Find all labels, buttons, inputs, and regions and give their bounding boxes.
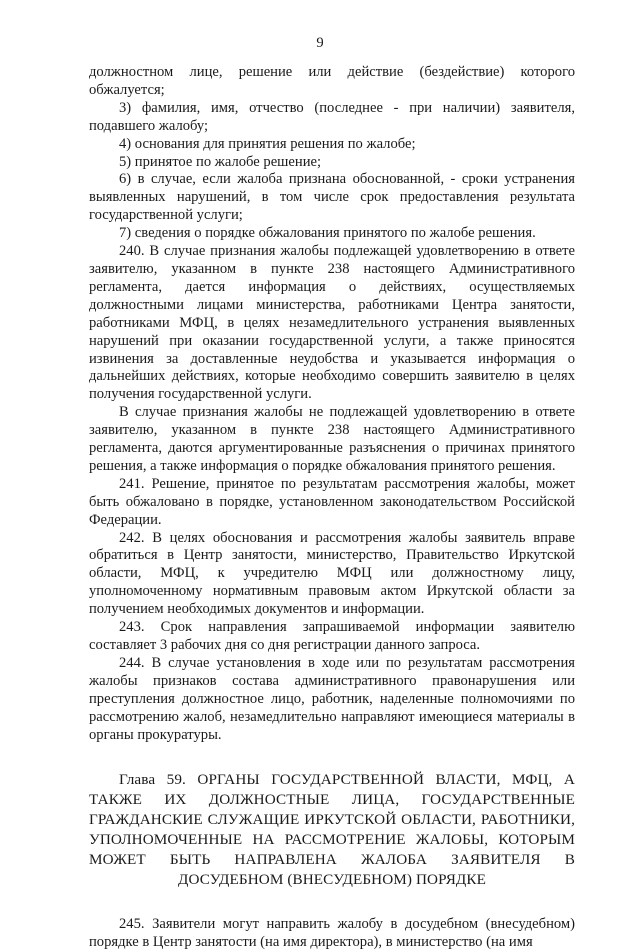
paragraph-continuation: должностном лице, решение или действие (бездействие) которого обжалуется; (89, 64, 575, 98)
clause-245: 245. Заявители могут направить жалобу в досудебном (внесудебном) порядке в Центр занятости (на имя директора), в министерство (на имя (89, 916, 575, 951)
clause-242: 242. В целях обоснования и рассмотрения жалобы заявитель вправе обратиться в Центр занятости, министерство, Правительство Иркутской области, МФЦ, к учредителю МФЦ или должностному лицу, уполномоченному нормативным правовым актом Иркутской области за получением необходимых документов и информации. (89, 529, 575, 618)
clause-244: 244. В случае установления в ходе или по результатам рассмотрения жалобы признаков состава административного правонарушения или преступления должностное лицо, работник, наделенные полномочиями по рассмотрению жалоб, незамедлительно направляют имеющиеся материалы в органы прокуратуры. (89, 654, 575, 743)
list-item-3: 3) фамилия, имя, отчество (последнее - при наличии) заявителя, подавшего жалобу; (89, 99, 575, 134)
list-item-5: 5) принятое по жалобе решение; (119, 153, 322, 170)
clause-241: 241. Решение, принятое по результатам рассмотрения жалобы, может быть обжаловано в порядке, установленном законодательством Российской Федерации. (89, 475, 575, 528)
document-body (89, 64, 575, 952)
clause-240-second: В случае признания жалобы не подлежащей удовлетворению в ответе заявителю, указанном в пункте 238 настоящего Административного регламента, даются аргументированные разъяснения о причинах принятого решения, а также информация о порядке обжалования принятого решения. (89, 404, 575, 474)
page-number: 9 (316, 35, 324, 51)
list-item-7: 7) сведения о порядке обжалования принятого по жалобе решения. (119, 225, 536, 242)
clause-240: 240. В случае признания жалобы подлежащей удовлетворению в ответе заявителю, указанном в пункте 238 настоящего Административного регламента, дается информация о действиях, осуществляемых должностными лицами министерства, работниками Центра занятости, работниками МФЦ, в целях незамедлительного устранения выявленных нарушений при оказании государственной услуги, а также приносятся извинения за доставленные неудобства и указывается информация о дальнейших действиях, которые необходимо совершить заявителю в целях получения государственной услуги. (89, 243, 575, 403)
clause-243: 243. Срок направления запрашиваемой информации заявителю составляет 3 рабочих дня со дня регистрации данного запроса. (89, 619, 575, 653)
list-item-4: 4) основания для принятия решения по жалобе; (119, 135, 416, 152)
list-item-6: 6) в случае, если жалоба признана обоснованной, - сроки устранения выявленных нарушений, в том числе срок предоставления результата государственной услуги; (89, 171, 575, 224)
chapter-heading: Глава 59. ОРГАНЫ ГОСУДАРСТВЕННОЙ ВЛАСТИ, МФЦ, А ТАКЖЕ ИХ ДОЛЖНОСТНЫЕ ЛИЦА, ГОСУДАРСТВЕННЫЕ ГРАЖДАНСКИЕ СЛУЖАЩИЕ ИРКУТСКОЙ ОБЛАСТИ, РАБОТНИКИ, УПОЛНОМОЧЕННЫЕ НА РАССМОТРЕНИЕ ЖАЛОБЫ, КОТОРЫМ МОЖЕТ БЫТЬ НАПРАВЛЕНА ЖАЛОБА ЗАЯВИТЕЛЯ В ДОСУДЕБНОМ (ВНЕСУДЕБНОМ) ПОРЯДКЕ (89, 771, 575, 889)
